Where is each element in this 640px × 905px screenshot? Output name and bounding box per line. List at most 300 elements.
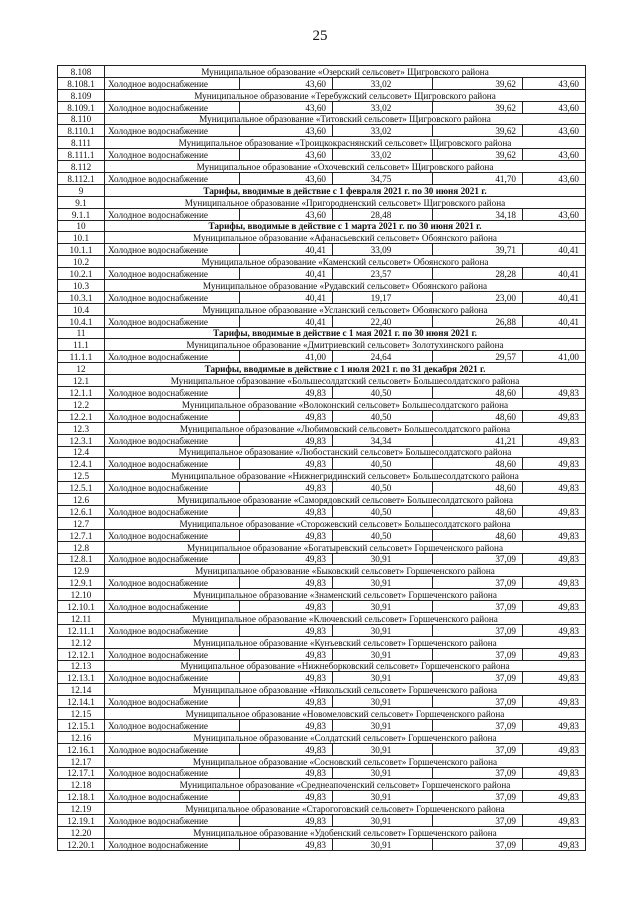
tariff-value-3: 48,60 — [433, 505, 523, 517]
tariff-value-1: 49,83 — [240, 529, 333, 541]
municipality-row — [58, 470, 586, 482]
period-heading: Тарифы, вводимые в действие с 1 февраля 2021 г. по 30 июня 2021 г. — [105, 184, 586, 196]
municipality-row — [58, 612, 586, 624]
row-code: 12.2 — [58, 398, 105, 410]
municipality-row — [58, 339, 586, 351]
row-code: 12.18.1 — [58, 791, 105, 803]
service-name: Холодное водоснабжение — [105, 482, 240, 494]
municipality-name: Муниципальное образование «Охочевский сельсовет» Щигровского района — [105, 161, 586, 173]
period-heading: Тарифы, вводимые в действие с 1 июля 2021 г. по 31 декабря 2021 г. — [105, 363, 586, 375]
tariff-value-2: 30,91 — [333, 553, 433, 565]
service-name: Холодное водоснабжение — [105, 672, 240, 684]
municipality-name: Муниципальное образование «Новомеловский сельсовет» Горшеченского района — [105, 708, 586, 720]
row-code: 11.1 — [58, 339, 105, 351]
tariff-row — [58, 125, 586, 137]
tariff-row — [58, 577, 586, 589]
tariff-value-1: 49,83 — [240, 838, 333, 850]
row-code: 10.3 — [58, 280, 105, 292]
service-name: Холодное водоснабжение — [105, 149, 240, 161]
tariff-value-4: 49,83 — [523, 838, 586, 850]
tariff-value-2: 30,91 — [333, 624, 433, 636]
tariff-value-2: 30,91 — [333, 719, 433, 731]
row-code: 12.10.1 — [58, 601, 105, 613]
tariff-row — [58, 268, 586, 280]
tariff-value-3: 39,62 — [433, 125, 523, 137]
tariff-value-2: 33,02 — [333, 77, 433, 89]
row-code: 12.19.1 — [58, 815, 105, 827]
row-code: 12.6.1 — [58, 505, 105, 517]
row-code: 12.20 — [58, 827, 105, 839]
row-code: 10.4.1 — [58, 315, 105, 327]
municipality-name: Муниципальное образование «Сосновский сельсовет» Горшеченского района — [105, 755, 586, 767]
row-code: 12.11 — [58, 612, 105, 624]
tariff-value-2: 30,91 — [333, 696, 433, 708]
tariff-value-3: 34,18 — [433, 208, 523, 220]
tariff-value-1: 49,83 — [240, 696, 333, 708]
tariff-value-4: 49,83 — [523, 719, 586, 731]
municipality-row — [58, 66, 586, 78]
tariff-value-4: 49,83 — [523, 410, 586, 422]
service-name: Холодное водоснабжение — [105, 624, 240, 636]
row-code: 12.11.1 — [58, 624, 105, 636]
tariff-value-1: 41,00 — [240, 351, 333, 363]
municipality-row — [58, 803, 586, 815]
municipality-name: Муниципальное образование «Среднеапоченский сельсовет» Горшеченского района — [105, 779, 586, 791]
service-name: Холодное водоснабжение — [105, 767, 240, 779]
tariff-row — [58, 387, 586, 399]
row-code: 9 — [58, 184, 105, 196]
municipality-row — [58, 196, 586, 208]
service-name: Холодное водоснабжение — [105, 838, 240, 850]
row-code: 12.1.1 — [58, 387, 105, 399]
tariff-row — [58, 101, 586, 113]
tariff-value-4: 49,83 — [523, 458, 586, 470]
tariff-value-4: 49,83 — [523, 553, 586, 565]
service-name: Холодное водоснабжение — [105, 505, 240, 517]
tariff-value-3: 26,88 — [433, 315, 523, 327]
municipality-row — [58, 494, 586, 506]
municipality-row — [58, 137, 586, 149]
service-name: Холодное водоснабжение — [105, 696, 240, 708]
row-code: 8.109 — [58, 89, 105, 101]
tariff-row — [58, 351, 586, 363]
service-name: Холодное водоснабжение — [105, 125, 240, 137]
row-code: 12.17.1 — [58, 767, 105, 779]
row-code: 12.19 — [58, 803, 105, 815]
row-code: 12.7.1 — [58, 529, 105, 541]
tariff-value-3: 37,09 — [433, 577, 523, 589]
tariff-row — [58, 696, 586, 708]
row-code: 12.5 — [58, 470, 105, 482]
tariff-value-4: 49,83 — [523, 791, 586, 803]
row-code: 12.4.1 — [58, 458, 105, 470]
tariff-value-1: 43,60 — [240, 149, 333, 161]
tariff-row — [58, 553, 586, 565]
municipality-name: Муниципальное образование «Теребужский сельсовет» Щигровского района — [105, 89, 586, 101]
municipality-row — [58, 446, 586, 458]
municipality-name: Муниципальное образование «Старогоговский сельсовет» Горшеченского района — [105, 803, 586, 815]
tariff-row — [58, 529, 586, 541]
tariff-value-2: 40,50 — [333, 482, 433, 494]
service-name: Холодное водоснабжение — [105, 244, 240, 256]
row-code: 12.9.1 — [58, 577, 105, 589]
municipality-name: Муниципальное образование «Озерский сельсовет» Щигровского района — [105, 66, 586, 78]
municipality-name: Муниципальное образование «Быковский сельсовет» Горшеченского района — [105, 565, 586, 577]
tariff-value-3: 48,60 — [433, 458, 523, 470]
row-code: 12.4 — [58, 446, 105, 458]
tariff-value-2: 40,50 — [333, 410, 433, 422]
service-name: Холодное водоснабжение — [105, 173, 240, 185]
service-name: Холодное водоснабжение — [105, 601, 240, 613]
tariff-value-2: 33,02 — [333, 125, 433, 137]
municipality-row — [58, 422, 586, 434]
tariff-value-4: 40,41 — [523, 291, 586, 303]
service-name: Холодное водоснабжение — [105, 208, 240, 220]
tariff-value-1: 49,83 — [240, 648, 333, 660]
tariff-value-2: 33,09 — [333, 244, 433, 256]
tariff-value-4: 49,83 — [523, 672, 586, 684]
tariff-value-2: 28,48 — [333, 208, 433, 220]
tariff-value-1: 40,41 — [240, 244, 333, 256]
tariff-value-2: 23,57 — [333, 268, 433, 280]
tariff-value-3: 37,09 — [433, 601, 523, 613]
tariff-value-1: 49,83 — [240, 815, 333, 827]
tariff-value-2: 30,91 — [333, 791, 433, 803]
tariff-value-3: 37,09 — [433, 767, 523, 779]
tariff-value-3: 48,60 — [433, 410, 523, 422]
tariff-value-4: 43,60 — [523, 77, 586, 89]
tariff-value-1: 49,83 — [240, 577, 333, 589]
tariff-value-1: 43,60 — [240, 77, 333, 89]
row-code: 12.9 — [58, 565, 105, 577]
service-name: Холодное водоснабжение — [105, 77, 240, 89]
period-heading-row — [58, 220, 586, 232]
tariff-value-2: 30,91 — [333, 838, 433, 850]
tariff-value-3: 48,60 — [433, 529, 523, 541]
tariff-value-2: 19,17 — [333, 291, 433, 303]
tariff-value-4: 49,83 — [523, 387, 586, 399]
service-name: Холодное водоснабжение — [105, 553, 240, 565]
municipality-row — [58, 660, 586, 672]
tariff-value-1: 49,83 — [240, 387, 333, 399]
service-name: Холодное водоснабжение — [105, 434, 240, 446]
tariff-row — [58, 648, 586, 660]
municipality-name: Муниципальное образование «Большесолдатский сельсовет» Большесолдатского района — [105, 375, 586, 387]
tariff-value-3: 41,21 — [433, 434, 523, 446]
tariff-value-1: 49,83 — [240, 601, 333, 613]
tariff-row — [58, 719, 586, 731]
tariff-value-4: 41,00 — [523, 351, 586, 363]
tariff-value-1: 49,83 — [240, 672, 333, 684]
tariff-row — [58, 315, 586, 327]
municipality-row — [58, 113, 586, 125]
row-code: 12.5.1 — [58, 482, 105, 494]
tariff-value-3: 37,09 — [433, 719, 523, 731]
service-name: Холодное водоснабжение — [105, 529, 240, 541]
service-name: Холодное водоснабжение — [105, 351, 240, 363]
tariff-value-4: 40,41 — [523, 244, 586, 256]
tariff-value-2: 33,02 — [333, 149, 433, 161]
tariff-value-3: 37,09 — [433, 838, 523, 850]
tariff-row — [58, 482, 586, 494]
period-heading: Тарифы, вводимые в действие с 1 марта 2021 г. по 30 июня 2021 г. — [105, 220, 586, 232]
service-name: Холодное водоснабжение — [105, 315, 240, 327]
tariff-table-body — [58, 66, 586, 851]
row-code: 10.1.1 — [58, 244, 105, 256]
municipality-name: Муниципальное образование «Богатыревский сельсовет» Горшеченского района — [105, 541, 586, 553]
tariff-value-2: 22,40 — [333, 315, 433, 327]
municipality-row — [58, 589, 586, 601]
tariff-value-1: 43,60 — [240, 173, 333, 185]
row-code: 12.1 — [58, 375, 105, 387]
row-code: 10.2 — [58, 256, 105, 268]
municipality-row — [58, 232, 586, 244]
service-name: Холодное водоснабжение — [105, 791, 240, 803]
row-code: 8.111 — [58, 137, 105, 149]
service-name: Холодное водоснабжение — [105, 101, 240, 113]
tariff-value-3: 28,28 — [433, 268, 523, 280]
tariff-value-3: 37,09 — [433, 553, 523, 565]
row-code: 12.17 — [58, 755, 105, 767]
row-code: 8.112.1 — [58, 173, 105, 185]
municipality-name: Муниципальное образование «Дмитриевский сельсовет» Золотухинского района — [105, 339, 586, 351]
tariff-value-1: 40,41 — [240, 315, 333, 327]
tariff-value-3: 48,60 — [433, 482, 523, 494]
tariff-value-3: 37,09 — [433, 624, 523, 636]
tariff-value-2: 30,91 — [333, 672, 433, 684]
tariff-value-4: 43,60 — [523, 208, 586, 220]
municipality-name: Муниципальное образование «Троицкокраснянский сельсовет» Щигровского района — [105, 137, 586, 149]
tariff-value-2: 30,91 — [333, 767, 433, 779]
tariff-value-4: 43,60 — [523, 173, 586, 185]
tariff-value-1: 49,83 — [240, 458, 333, 470]
tariff-row — [58, 244, 586, 256]
row-code: 12.14 — [58, 684, 105, 696]
tariff-value-3: 37,09 — [433, 672, 523, 684]
service-name: Холодное водоснабжение — [105, 815, 240, 827]
tariff-value-1: 49,83 — [240, 791, 333, 803]
tariff-value-4: 49,83 — [523, 577, 586, 589]
tariff-value-2: 30,91 — [333, 577, 433, 589]
municipality-row — [58, 541, 586, 553]
municipality-row — [58, 565, 586, 577]
row-code: 8.112 — [58, 161, 105, 173]
tariff-value-4: 49,83 — [523, 482, 586, 494]
row-code: 11.1.1 — [58, 351, 105, 363]
tariff-value-4: 40,41 — [523, 315, 586, 327]
tariff-value-1: 49,83 — [240, 434, 333, 446]
page-number: 25 — [312, 28, 328, 44]
tariff-value-2: 24,64 — [333, 351, 433, 363]
municipality-name: Муниципальное образование «Нижнегридинский сельсовет» Большесолдатского района — [105, 470, 586, 482]
tariff-row — [58, 149, 586, 161]
municipality-name: Муниципальное образование «Титовский сельсовет» Щигровского района — [105, 113, 586, 125]
tariff-value-4: 40,41 — [523, 268, 586, 280]
municipality-row — [58, 636, 586, 648]
tariff-value-3: 39,62 — [433, 101, 523, 113]
tariff-value-4: 49,83 — [523, 529, 586, 541]
row-code: 8.108 — [58, 66, 105, 78]
row-code: 12.13 — [58, 660, 105, 672]
service-name: Холодное водоснабжение — [105, 458, 240, 470]
tariff-value-2: 30,91 — [333, 648, 433, 660]
period-heading-row — [58, 363, 586, 375]
tariff-value-4: 43,60 — [523, 101, 586, 113]
row-code: 12.12.1 — [58, 648, 105, 660]
service-name: Холодное водоснабжение — [105, 743, 240, 755]
municipality-name: Муниципальное образование «Удобенский сельсовет» Горшеченского района — [105, 827, 586, 839]
municipality-name: Муниципальное образование «Сторожевский сельсовет» Большесолдатского района — [105, 517, 586, 529]
tariff-value-1: 40,41 — [240, 268, 333, 280]
tariff-row — [58, 208, 586, 220]
municipality-name: Муниципальное образование «Каменский сельсовет» Обоянского района — [105, 256, 586, 268]
tariff-value-3: 37,09 — [433, 648, 523, 660]
municipality-name: Муниципальное образование «Усланский сельсовет» Обоянского района — [105, 303, 586, 315]
municipality-row — [58, 827, 586, 839]
tariff-value-1: 49,83 — [240, 743, 333, 755]
tariff-row — [58, 743, 586, 755]
row-code: 12.7 — [58, 517, 105, 529]
row-code: 10 — [58, 220, 105, 232]
tariff-value-2: 34,34 — [333, 434, 433, 446]
municipality-name: Муниципальное образование «Нижнеборковский сельсовет» Горшеченского района — [105, 660, 586, 672]
tariff-row — [58, 434, 586, 446]
service-name: Холодное водоснабжение — [105, 291, 240, 303]
period-heading: Тарифы, вводимые в действие с 1 мая 2021 г. по 30 июня 2021 г. — [105, 327, 586, 339]
row-code: 12.12 — [58, 636, 105, 648]
tariff-row — [58, 601, 586, 613]
municipality-name: Муниципальное образование «Любостанский сельсовет» Большесолдатского района — [105, 446, 586, 458]
tariff-value-1: 49,83 — [240, 505, 333, 517]
tariff-value-4: 43,60 — [523, 125, 586, 137]
row-code: 12.20.1 — [58, 838, 105, 850]
tariff-value-1: 43,60 — [240, 101, 333, 113]
row-code: 10.4 — [58, 303, 105, 315]
tariff-value-2: 30,91 — [333, 601, 433, 613]
tariff-row — [58, 458, 586, 470]
municipality-row — [58, 755, 586, 767]
tariff-value-1: 49,83 — [240, 553, 333, 565]
tariff-value-3: 37,09 — [433, 696, 523, 708]
municipality-row — [58, 517, 586, 529]
tariff-value-4: 49,83 — [523, 505, 586, 517]
municipality-row — [58, 161, 586, 173]
tariff-value-4: 49,83 — [523, 767, 586, 779]
row-code: 9.1.1 — [58, 208, 105, 220]
row-code: 12.18 — [58, 779, 105, 791]
tariff-value-1: 49,83 — [240, 624, 333, 636]
row-code: 12.15.1 — [58, 719, 105, 731]
tariff-value-4: 43,60 — [523, 149, 586, 161]
row-code: 12.8.1 — [58, 553, 105, 565]
municipality-name: Муниципальное образование «Пригородненский сельсовет» Щигровского района — [105, 196, 586, 208]
municipality-row — [58, 303, 586, 315]
tariff-row — [58, 291, 586, 303]
tariff-value-3: 37,09 — [433, 791, 523, 803]
tariff-row — [58, 767, 586, 779]
municipality-row — [58, 731, 586, 743]
municipality-name: Муниципальное образование «Никольский сельсовет» Горшеченского района — [105, 684, 586, 696]
tariff-value-1: 49,83 — [240, 410, 333, 422]
tariff-value-1: 49,83 — [240, 767, 333, 779]
service-name: Холодное водоснабжение — [105, 410, 240, 422]
service-name: Холодное водоснабжение — [105, 577, 240, 589]
service-name: Холодное водоснабжение — [105, 648, 240, 660]
row-code: 10.3.1 — [58, 291, 105, 303]
tariff-value-3: 39,71 — [433, 244, 523, 256]
tariff-value-1: 49,83 — [240, 482, 333, 494]
municipality-name: Муниципальное образование «Волоконский сельсовет» Большесолдатского района — [105, 398, 586, 410]
tariff-value-4: 49,83 — [523, 624, 586, 636]
municipality-row — [58, 375, 586, 387]
municipality-name: Муниципальное образование «Афанасьевский сельсовет» Обоянского района — [105, 232, 586, 244]
tariff-value-1: 43,60 — [240, 208, 333, 220]
municipality-row — [58, 280, 586, 292]
tariff-value-2: 40,50 — [333, 458, 433, 470]
tariff-value-2: 40,50 — [333, 387, 433, 399]
municipality-row — [58, 684, 586, 696]
municipality-row — [58, 398, 586, 410]
tariff-row — [58, 838, 586, 850]
tariff-value-3: 37,09 — [433, 743, 523, 755]
row-code: 10.2.1 — [58, 268, 105, 280]
tariff-row — [58, 77, 586, 89]
tariff-value-1: 49,83 — [240, 719, 333, 731]
tariff-value-4: 49,83 — [523, 815, 586, 827]
tariff-value-3: 37,09 — [433, 815, 523, 827]
row-code: 8.111.1 — [58, 149, 105, 161]
tariff-value-4: 49,83 — [523, 743, 586, 755]
service-name: Холодное водоснабжение — [105, 387, 240, 399]
municipality-row — [58, 779, 586, 791]
row-code: 12.13.1 — [58, 672, 105, 684]
municipality-row — [58, 708, 586, 720]
tariff-row — [58, 791, 586, 803]
tariff-value-3: 23,00 — [433, 291, 523, 303]
tariff-value-1: 40,41 — [240, 291, 333, 303]
row-code: 12.14.1 — [58, 696, 105, 708]
row-code: 8.108.1 — [58, 77, 105, 89]
tariff-value-4: 49,83 — [523, 601, 586, 613]
tariff-value-3: 48,60 — [433, 387, 523, 399]
row-code: 12.16.1 — [58, 743, 105, 755]
municipality-name: Муниципальное образование «Ключевский сельсовет» Горшеченского района — [105, 612, 586, 624]
municipality-name: Муниципальное образование «Любимовский сельсовет» Большесолдатского района — [105, 422, 586, 434]
row-code: 9.1 — [58, 196, 105, 208]
row-code: 8.110 — [58, 113, 105, 125]
row-code: 8.109.1 — [58, 101, 105, 113]
tariff-value-2: 33,02 — [333, 101, 433, 113]
row-code: 12.3.1 — [58, 434, 105, 446]
service-name: Холодное водоснабжение — [105, 268, 240, 280]
tariff-value-3: 29,57 — [433, 351, 523, 363]
tariff-value-4: 49,83 — [523, 648, 586, 660]
municipality-name: Муниципальное образование «Рудавский сельсовет» Обоянского района — [105, 280, 586, 292]
municipality-row — [58, 256, 586, 268]
row-code: 11 — [58, 327, 105, 339]
row-code: 12.8 — [58, 541, 105, 553]
tariff-value-3: 39,62 — [433, 149, 523, 161]
row-code: 12.15 — [58, 708, 105, 720]
tariff-row — [58, 624, 586, 636]
tariff-value-3: 41,70 — [433, 173, 523, 185]
row-code: 8.110.1 — [58, 125, 105, 137]
tariff-value-2: 40,50 — [333, 505, 433, 517]
tariff-value-1: 43,60 — [240, 125, 333, 137]
tariff-row — [58, 173, 586, 185]
service-name: Холодное водоснабжение — [105, 719, 240, 731]
row-code: 12 — [58, 363, 105, 375]
